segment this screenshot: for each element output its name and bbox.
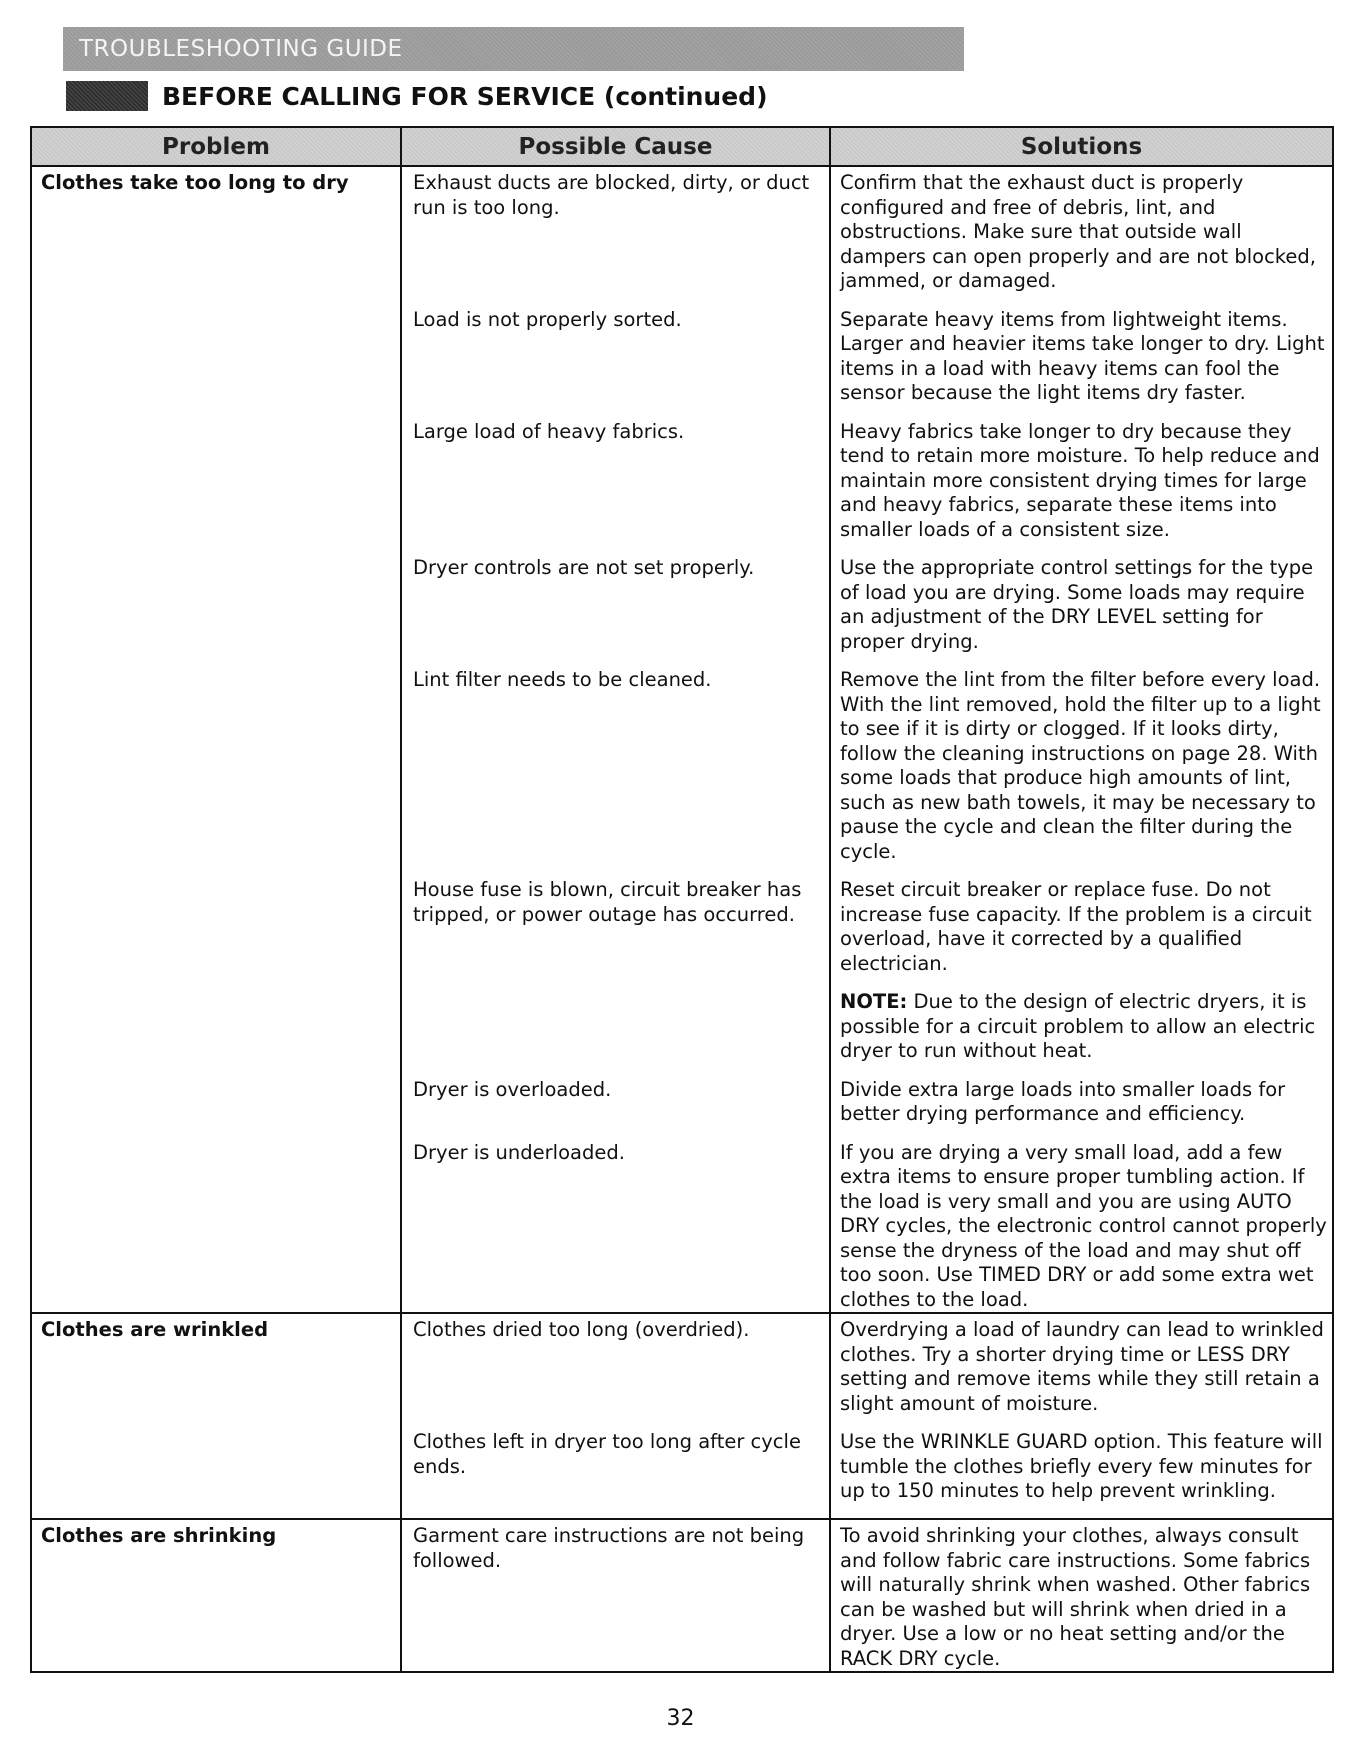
- cause-cell: Lint filter needs to be cleaned.: [401, 654, 830, 864]
- solution-cell: Heavy fabrics take longer to dry because they tend to retain more moisture. To help reduce and maintain more consistent drying times for large and heavy fabrics, separate these items into smaller loads of a consistent size.: [830, 406, 1333, 543]
- solution-cell: Confirm that the exhaust duct is properly configured and free of debris, lint, and obstructions. Make sure that outside wall dampers can open properly and are not blocked, jammed, or damaged.: [830, 166, 1333, 294]
- cause-cell: Dryer controls are not set properly.: [401, 542, 830, 654]
- table-row: [31, 1313, 1333, 1416]
- cause-cell: Clothes dried too long (overdried).: [401, 1313, 830, 1416]
- problem-cell: Clothes take too long to dry: [31, 166, 401, 1313]
- page-number: 32: [666, 1706, 695, 1731]
- solution-cell: If you are drying a very small load, add a few extra items to ensure proper tumbling action. If the load is very small and you are using AUTO DRY cycles, the electronic control cannot properly sense the dryness of the load and may shut off too soon. Use TIMED DRY or add some extra wet clothes to the load.: [830, 1127, 1333, 1314]
- table-row: [31, 1519, 1333, 1672]
- solution-cell: Divide extra large loads into smaller loads for better drying performance and efficiency.: [830, 1064, 1333, 1127]
- problem-cell: Clothes are wrinkled: [31, 1313, 401, 1519]
- subheading-marker: [66, 81, 148, 111]
- problem-cell: Clothes are shrinking: [31, 1519, 401, 1672]
- note-text: Due to the design of electric dryers, it is possible for a circuit problem to allow an electric dryer to run without heat.: [840, 990, 1316, 1062]
- troubleshooting-table: [30, 126, 1334, 1673]
- solution-cell: Reset circuit breaker or replace fuse. Do not increase fuse capacity. If the problem is a circuit overload, have it corrected by a qualified electrician.: [830, 864, 1333, 976]
- cause-cell: Garment care instructions are not being followed.: [401, 1519, 830, 1672]
- solution-cell: Remove the lint from the filter before every load. With the lint removed, hold the filter up to a light to see if it is dirty or clogged. If it looks dirty, follow the cleaning instructions on page 28. With some loads that produce high amounts of lint, such as new bath towels, it may be necessary to pause the cycle and clean the filter during the cycle.: [830, 654, 1333, 864]
- section-banner: TROUBLESHOOTING GUIDE: [63, 27, 964, 71]
- solution-cell: Use the WRINKLE GUARD option. This feature will tumble the clothes briefly every few minutes for up to 150 minutes to help prevent wrinkling.: [830, 1416, 1333, 1519]
- table-header-row: [31, 127, 1333, 166]
- header-solutions: Solutions: [830, 127, 1333, 166]
- subheading-text: BEFORE CALLING FOR SERVICE (continued): [162, 81, 768, 111]
- solution-cell: Overdrying a load of laundry can lead to wrinkled clothes. Try a shorter drying time or LESS DRY setting and remove items while they still retain a slight amount of moisture.: [830, 1313, 1333, 1416]
- header-problem: Problem: [31, 127, 401, 166]
- cause-cell: House fuse is blown, circuit breaker has tripped, or power outage has occurred.: [401, 864, 830, 976]
- solution-cell: Separate heavy items from lightweight items. Larger and heavier items take longer to dry. Light items in a load with heavy items can fool the sensor because the light items dry faster.: [830, 294, 1333, 406]
- solution-cell: Use the appropriate control settings for the type of load you are drying. Some loads may require an adjustment of the DRY LEVEL setting for proper drying.: [830, 542, 1333, 654]
- cause-cell: Dryer is overloaded.: [401, 1064, 830, 1127]
- header-possible-cause: Possible Cause: [401, 127, 830, 166]
- cause-cell: [401, 976, 830, 1064]
- cause-cell: Exhaust ducts are blocked, dirty, or duct run is too long.: [401, 166, 830, 294]
- cause-cell: Clothes left in dryer too long after cycle ends.: [401, 1416, 830, 1519]
- note-cell: [830, 976, 1333, 1064]
- note-label: NOTE:: [840, 990, 908, 1013]
- cause-cell: Load is not properly sorted.: [401, 294, 830, 406]
- table-row: [31, 166, 1333, 294]
- cause-cell: Dryer is underloaded.: [401, 1127, 830, 1314]
- cause-cell: Large load of heavy fabrics.: [401, 406, 830, 543]
- solution-cell: To avoid shrinking your clothes, always consult and follow fabric care instructions. Some fabrics will naturally shrink when washed. Other fabrics can be washed but will shrink when dried in a dryer. Use a low or no heat setting and/or the RACK DRY cycle.: [830, 1519, 1333, 1672]
- subheading: [66, 76, 768, 116]
